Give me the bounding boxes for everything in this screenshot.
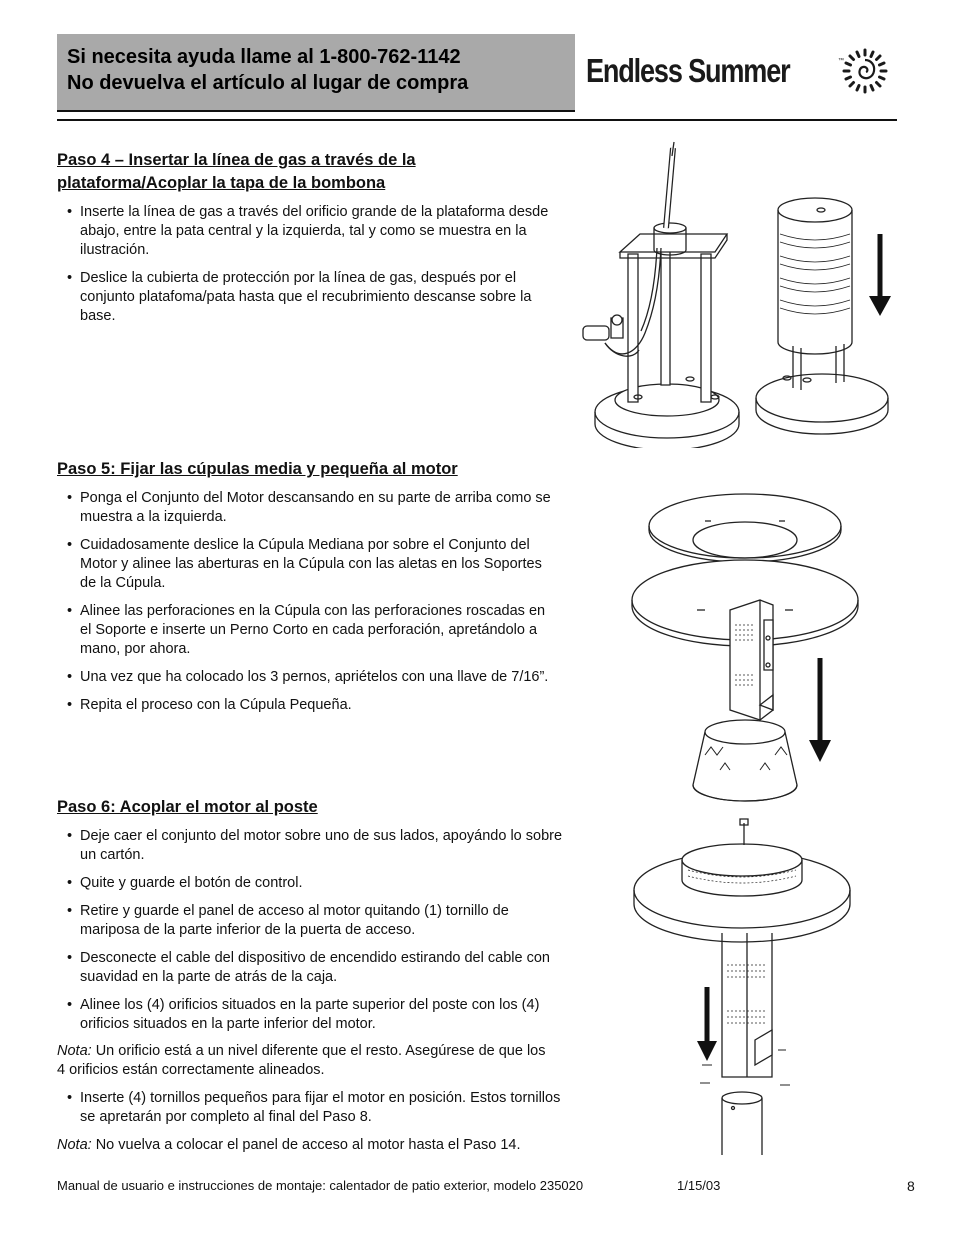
list-item: • Cuidadosamente deslice la Cúpula Mediana por sobre el Conjunto del Motor y alinee las aberturas en la Cúpula con las aletas en los Soportes de la Cúpula.: [67, 536, 557, 593]
step6-note-access-panel: Nota: No vuelva a colocar el panel de acceso al motor hasta el Paso 14.: [57, 1137, 521, 1153]
endless-summer-logo: [586, 52, 906, 102]
return-warning-line: No devuelva el artículo al lugar de compra: [67, 72, 469, 94]
list-item: • Alinee las perforaciones en la Cúpula con las perforaciones roscadas en el Soporte e inserte un Perno Corto en cada perforación, apretándolo a mano, por ahora.: [67, 602, 557, 659]
list-item: • Repita el proceso con la Cúpula Pequeña.: [67, 696, 557, 715]
step5-title: Paso 5: Fijar las cúpulas media y pequeña al motor: [57, 460, 458, 478]
list-item: • Una vez que ha colocado los 3 pernos, apriételos con una llave de 7/16”.: [67, 668, 557, 687]
step6-instructions: [67, 827, 567, 1043]
step6-note-hole-alignment: Nota: Un orificio está a un nivel diferente que el resto. Asegúrese de que los 4 orificios están correctamente alineados.: [57, 1043, 546, 1078]
step5-instructions: [67, 489, 557, 724]
header-divider: [57, 119, 897, 121]
revision-date: 1/15/03: [677, 1178, 721, 1193]
help-phone-line: Si necesita ayuda llame al 1-800-762-1142: [67, 46, 461, 68]
brand-name: Endless Summer: [586, 52, 790, 89]
step4-title: Paso 4 – Insertar la línea de gas a través de la plataforma/Acoplar la tapa de la bombona: [57, 151, 416, 192]
page-number: 8: [907, 1178, 915, 1194]
manual-title-footer: Manual de usuario e instrucciones de montaje: calentador de patio exterior, modelo 235020: [57, 1178, 584, 1193]
list-item: • Ponga el Conjunto del Motor descansando en su parte de arriba como se muestra a la izquierda.: [67, 489, 557, 527]
list-item: • Desconecte el cable del dispositivo de encendido estirando del cable con suavidad en la parte de atrás de la caja.: [67, 949, 567, 987]
step6-illustration: [630, 815, 865, 1155]
list-item: • Alinee los (4) orificios situados en la parte superior del poste con los (4) orificios situados en la parte inferior del motor.: [67, 996, 567, 1034]
step5-illustration: [625, 480, 865, 805]
list-item: • Deje caer el conjunto del motor sobre uno de sus lados, apoyándo lo sobre un cartón.: [67, 827, 567, 865]
trademark-mark: ™: [838, 58, 844, 64]
list-item: • Deslice la cubierta de protección por la línea de gas, después por el conjunto platafoma/pata hasta que el recubrimiento descanse sobre la base.: [67, 269, 562, 326]
help-banner: [57, 34, 575, 112]
list-item: • Inserte (4) tornillos pequeños para fijar el motor en posición. Estos tornillos se apretarán por completo al final del Paso 8.: [67, 1089, 562, 1127]
step6-instructions-screws: [67, 1089, 562, 1136]
step4-instructions: [67, 203, 562, 335]
list-item: • Quite y guarde el botón de control.: [67, 874, 567, 893]
list-item: • Retire y guarde el panel de acceso al motor quitando (1) tornillo de mariposa de la parte inferior de la puerta de acceso.: [67, 902, 567, 940]
step6-title: Paso 6: Acoplar el motor al poste: [57, 798, 318, 816]
sun-icon: [840, 46, 890, 96]
step4-illustration: [575, 138, 900, 448]
list-item: • Inserte la línea de gas a través del orificio grande de la plataforma desde abajo, entre la pata central y la izquierda, tal y como se muestra en la ilustración.: [67, 203, 562, 260]
